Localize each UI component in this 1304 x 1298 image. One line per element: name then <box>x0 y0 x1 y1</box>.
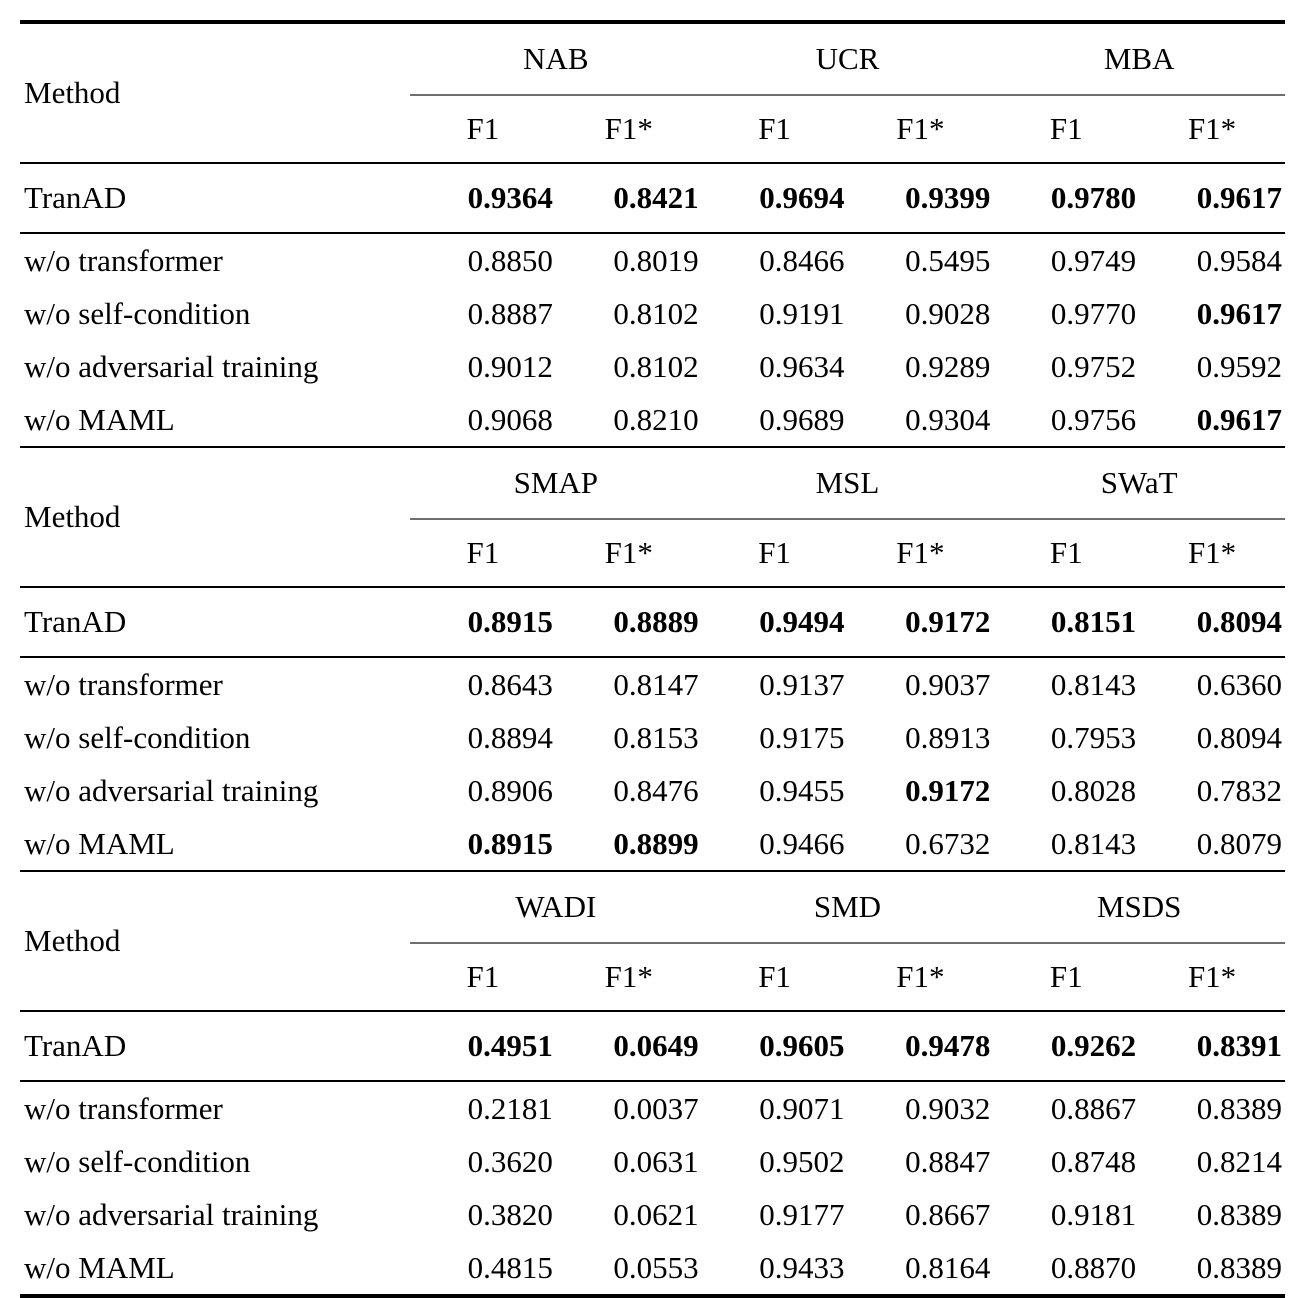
dataset-group-header: MSL <box>702 447 994 519</box>
value-cell: 0.9364 <box>410 163 556 233</box>
value-cell: 0.8894 <box>467 719 553 755</box>
value-cell: 0.8887 <box>467 295 553 331</box>
value-cell: 0.9172 <box>847 587 993 657</box>
method-column-header: Method <box>20 22 410 163</box>
value-cell: 0.9634 <box>759 348 845 384</box>
value-cell: 0.8850 <box>467 242 553 278</box>
table-section-nab-ucr-mba <box>20 20 1285 446</box>
method-cell: w/o transformer <box>24 666 223 702</box>
method-cell: TranAD <box>20 587 410 657</box>
metric-header: F1 <box>702 95 848 163</box>
metric-header: F1* <box>847 943 993 1011</box>
value-cell: 0.0553 <box>613 1249 699 1285</box>
value-cell: 0.9172 <box>905 772 991 808</box>
method-cell: w/o MAML <box>24 825 175 861</box>
table-section-smap-msl-swat <box>20 446 1285 870</box>
metric-header: F1 <box>702 943 848 1011</box>
value-cell: 0.8389 <box>1196 1090 1282 1126</box>
value-cell: 0.2181 <box>467 1090 553 1126</box>
value-cell: 0.8389 <box>1196 1196 1282 1232</box>
value-cell: 0.8870 <box>1050 1249 1137 1285</box>
metric-header: F1* <box>1139 519 1285 587</box>
value-cell: 0.8210 <box>613 401 699 437</box>
method-cell: w/o adversarial training <box>24 1196 319 1232</box>
value-cell: 0.9617 <box>1196 401 1282 437</box>
group-header-row <box>20 871 1285 943</box>
value-cell: 0.9037 <box>905 666 991 702</box>
value-cell: 0.8867 <box>1050 1090 1137 1126</box>
method-cell: w/o self-condition <box>24 1143 251 1179</box>
value-cell: 0.8915 <box>467 825 553 861</box>
value-cell: 0.8164 <box>905 1249 991 1285</box>
value-cell: 0.9289 <box>905 348 991 384</box>
metric-header: F1 <box>993 519 1139 587</box>
value-cell: 0.8391 <box>1139 1011 1285 1081</box>
value-cell: 0.9756 <box>1050 401 1137 437</box>
dataset-group-header: NAB <box>410 22 702 95</box>
metric-header: F1* <box>1139 95 1285 163</box>
value-cell: 0.9494 <box>702 587 848 657</box>
value-cell: 0.3820 <box>467 1196 553 1232</box>
value-cell: 0.9478 <box>847 1011 993 1081</box>
method-cell: w/o transformer <box>24 1090 223 1126</box>
table-row <box>20 1011 1285 1081</box>
metric-header: F1* <box>556 943 702 1011</box>
method-column-header: Method <box>20 447 410 587</box>
dataset-group-header: SMAP <box>410 447 702 519</box>
value-cell: 0.0621 <box>613 1196 699 1232</box>
value-cell: 0.4951 <box>410 1011 556 1081</box>
metric-header: F1 <box>993 943 1139 1011</box>
value-cell: 0.9605 <box>702 1011 848 1081</box>
value-cell: 0.9068 <box>467 401 553 437</box>
dataset-group-header: WADI <box>410 871 702 943</box>
value-cell: 0.9694 <box>702 163 848 233</box>
table-row <box>20 287 1285 340</box>
value-cell: 0.8143 <box>1050 666 1137 702</box>
value-cell: 0.8643 <box>467 666 553 702</box>
value-cell: 0.8915 <box>410 587 556 657</box>
method-cell: w/o self-condition <box>24 719 251 755</box>
value-cell: 0.8079 <box>1196 825 1282 861</box>
value-cell: 0.9191 <box>759 295 845 331</box>
value-cell: 0.3620 <box>467 1143 553 1179</box>
value-cell: 0.8094 <box>1196 719 1282 755</box>
dataset-group-header: SMD <box>702 871 994 943</box>
value-cell: 0.4815 <box>467 1249 553 1285</box>
value-cell: 0.8667 <box>905 1196 991 1232</box>
value-cell: 0.9175 <box>759 719 845 755</box>
value-cell: 0.7953 <box>1050 719 1137 755</box>
value-cell: 0.8748 <box>1050 1143 1137 1179</box>
method-cell: w/o adversarial training <box>24 348 319 384</box>
metric-header: F1 <box>702 519 848 587</box>
value-cell: 0.9028 <box>905 295 991 331</box>
table-row <box>20 163 1285 233</box>
table-row <box>20 340 1285 393</box>
value-cell: 0.9012 <box>467 348 553 384</box>
metric-header: F1 <box>410 519 556 587</box>
method-column-header: Method <box>20 871 410 1011</box>
value-cell: 0.8147 <box>613 666 699 702</box>
metric-header: F1* <box>847 95 993 163</box>
value-cell: 0.9137 <box>759 666 845 702</box>
value-cell: 0.9617 <box>1196 295 1282 331</box>
value-cell: 0.9584 <box>1196 242 1282 278</box>
table-row <box>20 1135 1285 1188</box>
value-cell: 0.8151 <box>993 587 1139 657</box>
value-cell: 0.8102 <box>613 348 699 384</box>
value-cell: 0.8847 <box>905 1143 991 1179</box>
value-cell: 0.0631 <box>613 1143 699 1179</box>
table-row <box>20 657 1285 711</box>
metric-header: F1 <box>410 943 556 1011</box>
value-cell: 0.9502 <box>759 1143 845 1179</box>
value-cell: 0.6732 <box>905 825 991 861</box>
value-cell: 0.8143 <box>1050 825 1137 861</box>
value-cell: 0.9181 <box>1050 1196 1137 1232</box>
value-cell: 0.8019 <box>613 242 699 278</box>
value-cell: 0.8913 <box>905 719 991 755</box>
table-row <box>20 233 1285 287</box>
value-cell: 0.8466 <box>759 242 845 278</box>
metric-header: F1* <box>556 95 702 163</box>
value-cell: 0.9780 <box>993 163 1139 233</box>
table-section-wadi-smd-msds <box>20 870 1285 1298</box>
dataset-group-header: MSDS <box>993 871 1285 943</box>
table-row <box>20 1188 1285 1241</box>
value-cell: 0.9032 <box>905 1090 991 1126</box>
table-row <box>20 1241 1285 1296</box>
value-cell: 0.9304 <box>905 401 991 437</box>
value-cell: 0.8102 <box>613 295 699 331</box>
value-cell: 0.9689 <box>759 401 845 437</box>
metric-header: F1* <box>1139 943 1285 1011</box>
method-cell: w/o self-condition <box>24 295 251 331</box>
value-cell: 0.7832 <box>1196 772 1282 808</box>
method-cell: w/o MAML <box>24 1249 175 1285</box>
value-cell: 0.9177 <box>759 1196 845 1232</box>
method-cell: w/o transformer <box>24 242 223 278</box>
value-cell: 0.9399 <box>847 163 993 233</box>
group-header-row <box>20 22 1285 95</box>
table-row <box>20 393 1285 446</box>
value-cell: 0.9752 <box>1050 348 1137 384</box>
value-cell: 0.8389 <box>1196 1249 1282 1285</box>
value-cell: 0.8028 <box>1050 772 1137 808</box>
value-cell: 0.9617 <box>1139 163 1285 233</box>
metric-header: F1* <box>556 519 702 587</box>
table-row <box>20 587 1285 657</box>
value-cell: 0.9455 <box>759 772 845 808</box>
value-cell: 0.9466 <box>759 825 845 861</box>
metric-header: F1* <box>847 519 993 587</box>
value-cell: 0.0037 <box>613 1090 699 1126</box>
value-cell: 0.8476 <box>613 772 699 808</box>
group-header-row <box>20 447 1285 519</box>
value-cell: 0.9592 <box>1196 348 1282 384</box>
value-cell: 0.8421 <box>556 163 702 233</box>
value-cell: 0.9433 <box>759 1249 845 1285</box>
dataset-group-header: UCR <box>702 22 994 95</box>
method-cell: TranAD <box>20 1011 410 1081</box>
value-cell: 0.8214 <box>1196 1143 1282 1179</box>
value-cell: 0.8889 <box>556 587 702 657</box>
table-row <box>20 1081 1285 1135</box>
value-cell: 0.0649 <box>556 1011 702 1081</box>
metric-header: F1 <box>993 95 1139 163</box>
value-cell: 0.8899 <box>613 825 699 861</box>
value-cell: 0.9770 <box>1050 295 1137 331</box>
method-cell: TranAD <box>20 163 410 233</box>
value-cell: 0.8906 <box>467 772 553 808</box>
method-cell: w/o MAML <box>24 401 175 437</box>
value-cell: 0.5495 <box>905 242 991 278</box>
table-row <box>20 764 1285 817</box>
value-cell: 0.9262 <box>993 1011 1139 1081</box>
dataset-group-header: SWaT <box>993 447 1285 519</box>
method-cell: w/o adversarial training <box>24 772 319 808</box>
metric-header: F1 <box>410 95 556 163</box>
value-cell: 0.9071 <box>759 1090 845 1126</box>
dataset-group-header: MBA <box>993 22 1285 95</box>
table-row <box>20 817 1285 870</box>
value-cell: 0.8153 <box>613 719 699 755</box>
value-cell: 0.9749 <box>1050 242 1137 278</box>
value-cell: 0.8094 <box>1139 587 1285 657</box>
value-cell: 0.6360 <box>1196 666 1282 702</box>
table-row <box>20 711 1285 764</box>
